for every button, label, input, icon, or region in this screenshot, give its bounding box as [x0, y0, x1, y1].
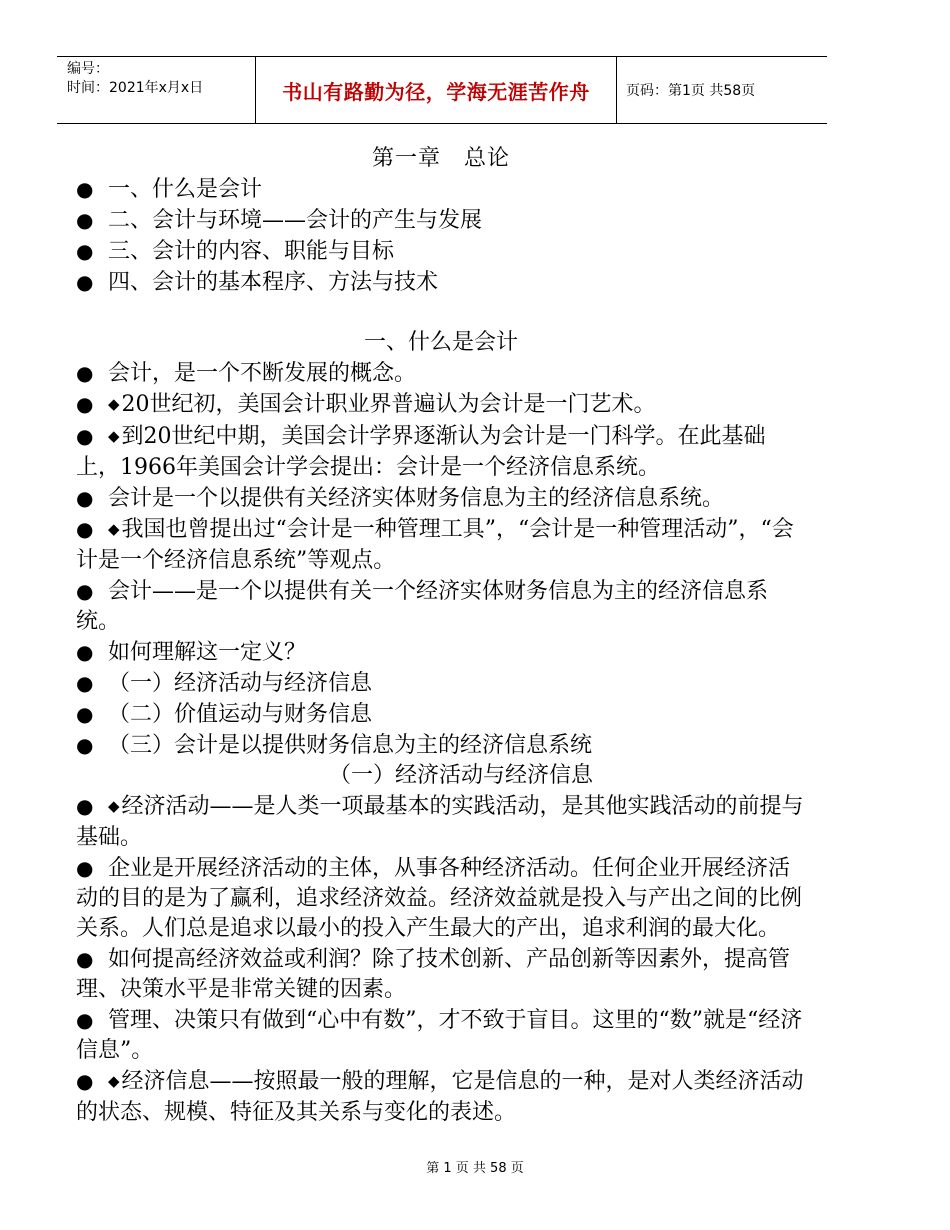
- bullet-icon: ●: [76, 702, 94, 726]
- diamond-icon: ◆: [108, 427, 120, 445]
- bullet-icon: ●: [76, 671, 94, 695]
- list-item-text: 经济信息——按照最一般的理解，它是信息的一种，是对人类经济活动的状态、规模、特征及其关系与变化的表述。: [76, 1069, 804, 1125]
- section-paragraphs: [76, 358, 806, 761]
- list-item-text: 三、会计的内容、职能与目标: [108, 239, 395, 264]
- list-item: [76, 358, 806, 389]
- list-item: [76, 205, 806, 236]
- list-item-text: 企业是开展经济活动的主体，从事各种经济活动。任何企业开展经济活动的目的是为了赢利，追求经济效益。经济效益就是投入与产出之间的比例关系。人们总是追求以最小的投入产生最大的产出，追求利润的最大化。: [76, 856, 803, 941]
- bullet-icon: ●: [76, 640, 94, 664]
- document-time-label: 时间：2021年x月x日: [67, 80, 204, 96]
- diamond-icon: ◆: [108, 395, 120, 413]
- header-meta-cell: [57, 57, 256, 123]
- list-item: [76, 1066, 806, 1128]
- bullet-icon: ●: [76, 733, 94, 757]
- list-item-text: 会计，是一个不断发展的概念。: [108, 361, 417, 386]
- list-item-text: （一）经济活动与经济信息: [108, 671, 373, 696]
- list-item: [76, 421, 806, 483]
- list-item-text: 四、会计的基本程序、方法与技术: [108, 270, 439, 295]
- bullet-icon: ●: [76, 794, 94, 818]
- bullet-icon: ●: [76, 947, 94, 971]
- bullet-icon: ●: [76, 392, 94, 416]
- bullet-icon: ●: [76, 208, 94, 232]
- list-item-text: 到20世纪中期，美国会计学界逐渐认为会计是一门科学。在此基础上，1966年美国会计学会提出：会计是一个经济信息系统。: [76, 424, 766, 480]
- list-item: [76, 730, 806, 761]
- list-item: [76, 1005, 806, 1066]
- list-item-text: 一、什么是会计: [108, 177, 263, 202]
- header-page-info: 页码：第1页 共58页: [626, 83, 756, 99]
- list-item-text: （二）价值运动与财务信息: [108, 702, 373, 727]
- list-item-text: 会计是一个以提供有关经济实体财务信息为主的经济信息系统。: [108, 486, 725, 511]
- list-item: [76, 483, 806, 514]
- section-title: 一、什么是会计: [363, 330, 518, 355]
- bullet-icon: ●: [76, 177, 94, 201]
- diamond-icon: ◆: [108, 797, 120, 815]
- list-item-text: 我国也曾提出过“会计是一种管理工具”，“会计是一种管理活动”，“会计是一个经济信息系统”等观点。: [76, 517, 794, 573]
- header-page-cell: [617, 57, 827, 123]
- bullet-icon: ●: [76, 856, 94, 880]
- bullet-icon: ●: [76, 517, 94, 541]
- list-item-text: 会计——是一个以提供有关一个经济实体财务信息为主的经济信息系统。: [76, 579, 769, 634]
- list-item: [76, 389, 806, 421]
- subsection-title: （一）经济活动与经济信息: [328, 763, 593, 788]
- list-item: [76, 791, 806, 853]
- header-motto-cell: [256, 57, 617, 123]
- list-item: [76, 699, 806, 730]
- list-item-text: 20世纪初，美国会计职业界普遍认为会计是一门艺术。: [121, 392, 656, 417]
- list-item: [76, 236, 806, 267]
- list-item-text: 如何理解这一定义？: [108, 640, 307, 665]
- list-item-text: 管理、决策只有做到“心中有数”，才不致于盲目。这里的“数”就是“经济信息”。: [76, 1008, 803, 1063]
- list-item: [76, 853, 806, 944]
- bullet-icon: ●: [76, 239, 94, 263]
- list-item: [76, 267, 806, 298]
- list-item-text: 如何提高经济效益或利润？除了技术创新、产品创新等因素外，提高管理、决策水平是非常关键的因素。: [76, 947, 791, 1002]
- document-body: [76, 144, 806, 1128]
- list-item: [76, 174, 806, 205]
- list-item: [76, 514, 806, 576]
- diamond-icon: ◆: [108, 520, 120, 538]
- list-item-text: （三）会计是以提供财务信息为主的经济信息系统: [108, 733, 593, 758]
- diamond-icon: ◆: [108, 1072, 120, 1090]
- list-item: [76, 668, 806, 699]
- chapter-outline: [76, 174, 806, 298]
- document-number-label: 编号：: [67, 61, 109, 77]
- subsection-paragraphs: [76, 791, 806, 1128]
- list-item: [76, 637, 806, 668]
- page-footer: 第 1 页 共 58 页: [426, 1161, 524, 1176]
- bullet-icon: ●: [76, 270, 94, 294]
- bullet-icon: ●: [76, 1069, 94, 1093]
- list-item-text: 经济活动——是人类一项最基本的实践活动，是其他实践活动的前提与基础。: [76, 794, 804, 850]
- bullet-icon: ●: [76, 486, 94, 510]
- spacer: [76, 298, 806, 328]
- header-table: [57, 56, 827, 124]
- bullet-icon: ●: [76, 579, 94, 603]
- bullet-icon: ●: [76, 361, 94, 385]
- bullet-icon: ●: [76, 424, 94, 448]
- chapter-title: 第一章 总论: [371, 146, 510, 171]
- list-item: [76, 576, 806, 637]
- list-item-text: 二、会计与环境——会计的产生与发展: [108, 208, 483, 233]
- header-motto: 书山有路勤为径，学海无涯苦作舟: [282, 79, 590, 104]
- bullet-icon: ●: [76, 1008, 94, 1032]
- list-item: [76, 944, 806, 1005]
